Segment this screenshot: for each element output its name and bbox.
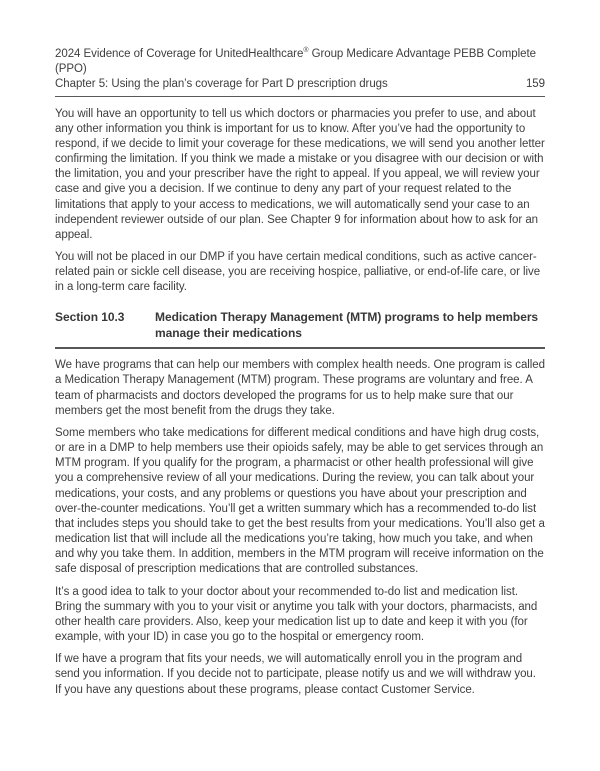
- document-title-suffix: Group Medicare Advantage PEBB Complete (PPO): [55, 48, 536, 76]
- page-number: 159: [525, 78, 545, 91]
- paragraph-mtm-advice: It’s a good idea to talk to your doctor about your recommended to-do list and medication list. Bring the summary with you to your visit or anytime you talk with your doctors, pharmacists, and other health care providers. Also, keep your medication list up to date and keep it with you (for example, with your ID) in case you go to the hospital or emergency room.: [55, 585, 538, 644]
- chapter-row: [55, 77, 545, 92]
- header-divider: [55, 96, 545, 97]
- paragraph-mtm-eligibility: Some members who take medications for different medical conditions and have high drug costs, or are in a DMP to help members use their opioids safely, may be able to get services through an MTM program. If you qualify for the program, a pharmacist or other health professional will give you a comprehensive review of all your medications. During the review, you can talk about your medications, your costs, and any problems or questions you have about your prescription and over-the-counter medications. You’ll get a written summary which has a recommended to-do list that includes steps you should take to get the best results from your medications. You’ll also get a medication list that will include all the medications you’re taking, how much you take, and when and why you take them. In addition, members in the MTM program will receive information on the safe disposal of prescription medications that are controlled substances.: [55, 426, 545, 576]
- paragraph-dmp-exclusions: You will not be placed in our DMP if you have certain medical conditions, such as active cancer-related pain or sickle cell disease, you are receiving hospice, palliative, or end-of-life care, or live in a long-term care facility.: [55, 251, 541, 294]
- section-number: Section 10.3: [55, 309, 125, 324]
- paragraph-mtm-intro: We have programs that can help our members with complex health needs. One program is called a Medication Therapy Management (MTM) program. These programs are voluntary and free. A team of pharmacists and doctors developed the programs for us to help make sure that our members get the most benefit from the drugs they take.: [55, 359, 545, 417]
- document-title: [55, 47, 545, 77]
- paragraph-mtm-enrollment: If we have a program that fits your needs, we will automatically enroll you in the program and send you information. If you decide not to participate, please notify us and we will withdraw you. If you have any questions about these programs, please contact Customer Service.: [55, 653, 536, 696]
- chapter-title: Chapter 5: Using the plan’s coverage for Part D prescription drugs: [55, 78, 388, 91]
- registered-trademark-symbol: ®: [303, 47, 309, 55]
- document-title-text: 2024 Evidence of Coverage for UnitedHealthcare: [55, 48, 304, 60]
- page-body: [55, 107, 545, 698]
- page-header: [55, 47, 545, 97]
- section-title: Medication Therapy Management (MTM) programs to help members manage their medications: [155, 309, 539, 341]
- paragraph-appeal-rights: You will have an opportunity to tell us which doctors or pharmacies you prefer to use, and about any other information you think is important for us to know. After you’ve had the opportunity to respond, if we decide to limit your coverage for these medications, we will send you another letter confirming the limitation. If you think we made a mistake or you disagree with our decision or with the limitation, you and your prescriber have the right to appeal. If you appeal, we will review your case and give you a decision. If we continue to deny any part of your request related to the limitations that apply to your access to medications, we will automatically send your case to an independent reviewer outside of our plan. See Chapter 9 for information about how to ask for an appeal.: [55, 107, 545, 241]
- section-heading: [55, 309, 545, 350]
